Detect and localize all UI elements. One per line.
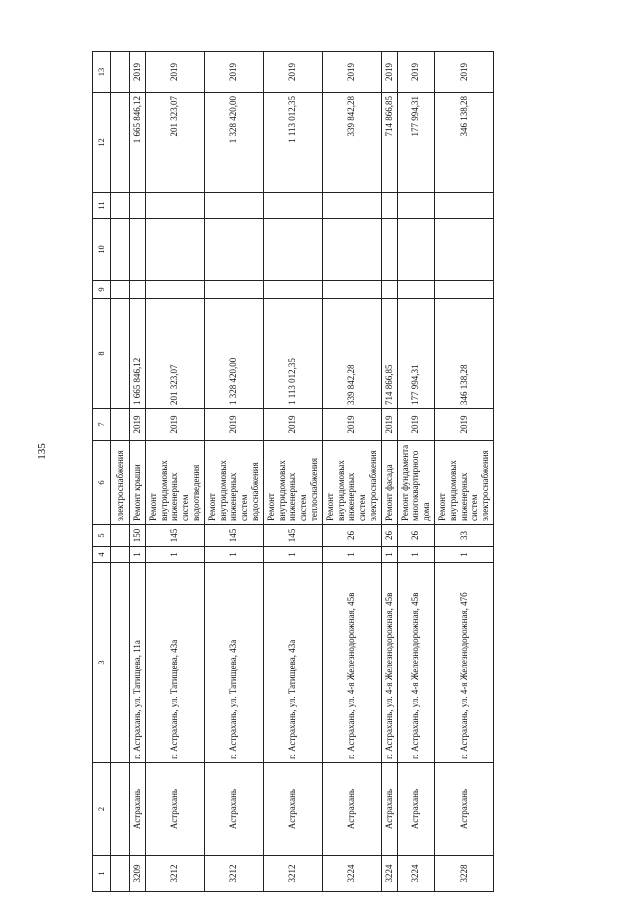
cell-c12: 201 323,07 <box>145 93 204 193</box>
cell-c9 <box>130 281 146 299</box>
cell-c4: 1 <box>145 547 204 563</box>
cell-work: Ремонт фундамента многоквартирного дома <box>397 441 434 525</box>
column-number: 3 <box>93 563 111 763</box>
cell-c10 <box>145 219 204 281</box>
cell-work: Ремонт крыши <box>130 441 146 525</box>
cell-c4: 1 <box>397 547 434 563</box>
cell-address: г. Астрахань, ул. 4-я Железнодорожная, 45в <box>381 563 397 763</box>
cell-id: 3224 <box>322 856 381 892</box>
cell-c11 <box>322 193 381 219</box>
cell-cost: 1 328 420,00 <box>204 299 263 409</box>
column-number: 6 <box>93 441 111 525</box>
cell-c12: 1 328 420,00 <box>204 93 263 193</box>
cell-c10 <box>434 219 493 281</box>
cell-c10 <box>381 219 397 281</box>
cell-c11 <box>130 193 146 219</box>
cell-c13: 2019 <box>397 52 434 93</box>
cell-c10 <box>263 219 322 281</box>
column-number: 7 <box>93 409 111 441</box>
column-number: 10 <box>93 219 111 281</box>
cell-c5: 145 <box>204 525 263 547</box>
cell-address: г. Астрахань, ул. Татищева, 43а <box>204 563 263 763</box>
cell-c11 <box>204 193 263 219</box>
cell-c11 <box>145 193 204 219</box>
cell-address: г. Астрахань, ул. 4-я Железнодорожная, 45в <box>397 563 434 763</box>
cell-id: 3224 <box>397 856 434 892</box>
cell-work: Ремонт внутридомовых инженерных систем теплоснабжения <box>263 441 322 525</box>
cell-c13: 2019 <box>204 52 263 93</box>
cell-cost: 201 323,07 <box>145 299 204 409</box>
cell-work: Ремонт внутридомовых инженерных систем электроснабжения <box>322 441 381 525</box>
cell-c12: 177 994,31 <box>397 93 434 193</box>
table-row <box>130 52 146 892</box>
cell-c13: 2019 <box>130 52 146 93</box>
cell-c5: 145 <box>263 525 322 547</box>
column-number: 2 <box>93 763 111 856</box>
cell-year: 2019 <box>204 409 263 441</box>
cell-c13: 2019 <box>381 52 397 93</box>
data-table <box>92 51 494 892</box>
cell-year: 2019 <box>397 409 434 441</box>
cell-c12: 339 842,28 <box>322 93 381 193</box>
column-number: 12 <box>93 93 111 193</box>
cell-id: 3212 <box>145 856 204 892</box>
column-number: 13 <box>93 52 111 93</box>
cell-year: 2019 <box>130 409 146 441</box>
cell-c4: 1 <box>263 547 322 563</box>
cell-c9 <box>204 281 263 299</box>
column-number: 8 <box>93 299 111 409</box>
cell-work: Ремонт фасада <box>381 441 397 525</box>
cell-c12: 1 113 012,35 <box>263 93 322 193</box>
column-number: 4 <box>93 547 111 563</box>
cell-city: Астрахань <box>263 763 322 856</box>
cell-city: Астрахань <box>397 763 434 856</box>
cell-id: 3212 <box>204 856 263 892</box>
cell-work: Ремонт внутридомовых инженерных систем электроснабжения <box>434 441 493 525</box>
cell-year: 2019 <box>381 409 397 441</box>
cell-c13: 2019 <box>263 52 322 93</box>
cell-c12: 714 866,85 <box>381 93 397 193</box>
cell-c13: 2019 <box>434 52 493 93</box>
cell-c10 <box>204 219 263 281</box>
cell-year: 2019 <box>145 409 204 441</box>
table-body <box>111 52 494 892</box>
cell-year: 2019 <box>434 409 493 441</box>
table-row <box>381 52 397 892</box>
cell-c9 <box>381 281 397 299</box>
cell-c11 <box>263 193 322 219</box>
column-number-row <box>93 52 111 892</box>
cell-work: Ремонт внутридомовых инженерных систем водоснабжения <box>204 441 263 525</box>
table-container <box>92 52 547 892</box>
cell-c10 <box>130 219 146 281</box>
cell-address: г. Астрахань, ул. 4-я Железнодорожная, 45в <box>322 563 381 763</box>
cell-cost: 346 138,28 <box>434 299 493 409</box>
cell-cost: 177 994,31 <box>397 299 434 409</box>
cell-year: 2019 <box>263 409 322 441</box>
cell-cost: 714 866,85 <box>381 299 397 409</box>
cell-c9 <box>263 281 322 299</box>
cell-c11 <box>381 193 397 219</box>
cell-c4: 1 <box>434 547 493 563</box>
page-number: 135 <box>35 443 48 460</box>
cell-city: Астрахань <box>130 763 146 856</box>
table-row <box>322 52 381 892</box>
column-number: 9 <box>93 281 111 299</box>
continuation-row <box>111 52 130 892</box>
cell-c10 <box>397 219 434 281</box>
cell-work: Ремонт внутридомовых инженерных систем водоотведения <box>145 441 204 525</box>
cell-c5: 26 <box>397 525 434 547</box>
cell-c4: 1 <box>322 547 381 563</box>
cell-c12: 346 138,28 <box>434 93 493 193</box>
cell-address: г. Астрахань, ул. Татищева, 43а <box>145 563 204 763</box>
cell-id: 3212 <box>263 856 322 892</box>
cell-city: Астрахань <box>145 763 204 856</box>
cell-c4: 1 <box>130 547 146 563</box>
cell-id: 3228 <box>434 856 493 892</box>
cell-c5: 26 <box>322 525 381 547</box>
cell-c10 <box>322 219 381 281</box>
cell-address: г. Астрахань, ул. Татищева, 11а <box>130 563 146 763</box>
cell-c4: 1 <box>381 547 397 563</box>
table-row <box>397 52 434 892</box>
cell-address: г. Астрахань, ул. Татищева, 43а <box>263 563 322 763</box>
cell-c12: 1 665 846,12 <box>130 93 146 193</box>
continuation-text: электроснабжения <box>111 441 130 525</box>
cell-c11 <box>397 193 434 219</box>
cell-c9 <box>145 281 204 299</box>
cell-c5: 145 <box>145 525 204 547</box>
cell-address: г. Астрахань, ул. 4-я Железнодорожная, 47б <box>434 563 493 763</box>
table-row <box>434 52 493 892</box>
cell-cost: 339 842,28 <box>322 299 381 409</box>
table-row <box>145 52 204 892</box>
cell-c9 <box>322 281 381 299</box>
cell-c5: 33 <box>434 525 493 547</box>
cell-id: 3209 <box>130 856 146 892</box>
cell-c13: 2019 <box>145 52 204 93</box>
cell-city: Астрахань <box>322 763 381 856</box>
cell-c11 <box>434 193 493 219</box>
cell-cost: 1 665 846,12 <box>130 299 146 409</box>
cell-year: 2019 <box>322 409 381 441</box>
cell-c5: 26 <box>381 525 397 547</box>
column-number: 11 <box>93 193 111 219</box>
cell-id: 3224 <box>381 856 397 892</box>
cell-c13: 2019 <box>322 52 381 93</box>
column-number: 1 <box>93 856 111 892</box>
cell-c9 <box>434 281 493 299</box>
cell-city: Астрахань <box>204 763 263 856</box>
cell-c9 <box>397 281 434 299</box>
cell-c5: 150 <box>130 525 146 547</box>
cell-c4: 1 <box>204 547 263 563</box>
table-row <box>204 52 263 892</box>
cell-city: Астрахань <box>434 763 493 856</box>
column-number: 5 <box>93 525 111 547</box>
table-row <box>263 52 322 892</box>
cell-city: Астрахань <box>381 763 397 856</box>
cell-cost: 1 113 012,35 <box>263 299 322 409</box>
